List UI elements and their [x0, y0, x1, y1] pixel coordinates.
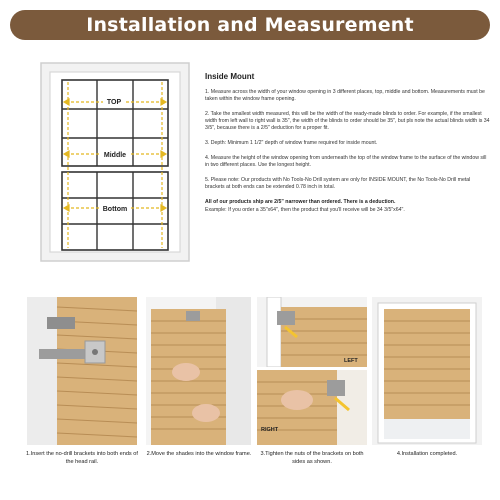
instruction-step-2: 2. Take the smallest width measured, this will be the width of the ready-made blinds to order. For example, if the smallest width from left wall to right wall is 35", the width of the blinds to order should be 35", but pls note the actual blinds width is 34 3/5", because there is a 2/5" deduction for a proper fit. [205, 111, 490, 131]
caption-step-1: 1.Insert the no-drill brackets into both ends of the head rail. [26, 451, 138, 465]
title-banner [10, 10, 490, 40]
window-diagram [40, 62, 190, 262]
photo-step-1 [27, 297, 137, 445]
photo-step-3-right [257, 370, 367, 445]
deduction-note: All of our products ship are 2/5" narrower than ordered. There is a deduction. [205, 199, 396, 205]
inside-mount-section [205, 72, 490, 222]
diagram-top-label: TOP [106, 99, 122, 106]
diagram-middle-label: Middle [103, 152, 127, 159]
caption-step-3: 3.Tighten the nuts of the brackets on both sides as shown. [260, 451, 364, 465]
caption-step-4: 4.Installation completed. [396, 451, 458, 457]
instruction-step-5: 5. Please note: Our products with No Tools-No Drill system are only for INSIDE MOUNT, the No Tools-No Drill metal brackets at both ends can be extended 0.78 inch in total. [205, 177, 471, 190]
caption-step-2: 2.Move the shades into the window frame. [146, 451, 252, 457]
inside-mount-heading: Inside Mount [205, 72, 255, 81]
instruction-step-3: 3. Depth: Minimum 1 1/2" depth of window frame required for inside mount. [205, 140, 378, 146]
deduction-example: Example: If you order a 35"x64", then the product that you'll receive will be 34 3/5"x64". [205, 207, 405, 213]
right-tag: RIGHT [261, 427, 279, 433]
banner-title: Installation and Measurement [86, 14, 414, 36]
photo-step-4 [372, 297, 482, 445]
right-bracket-illustration [257, 370, 367, 445]
left-bracket-illustration [257, 297, 367, 367]
instruction-step-1: 1. Measure across the width of your window opening in 3 different places, top, middle and bottom. Measurements must be taken within the window frame opening. [205, 89, 485, 102]
diagram-bottom-label: Bottom [102, 206, 128, 213]
completed-install-illustration [372, 297, 482, 445]
bracket-photo-illustration [27, 297, 137, 445]
instruction-step-4: 4. Measure the height of the window opening from underneath the top of the window frame to the surface of the window sill in two different places. Use the longest height. [205, 155, 487, 168]
window-diagram-svg [40, 62, 190, 262]
photo-step-2 [146, 297, 251, 445]
left-tag: LEFT [344, 358, 358, 364]
shade-photo-illustration [146, 297, 251, 445]
photo-step-3-left [257, 297, 367, 367]
